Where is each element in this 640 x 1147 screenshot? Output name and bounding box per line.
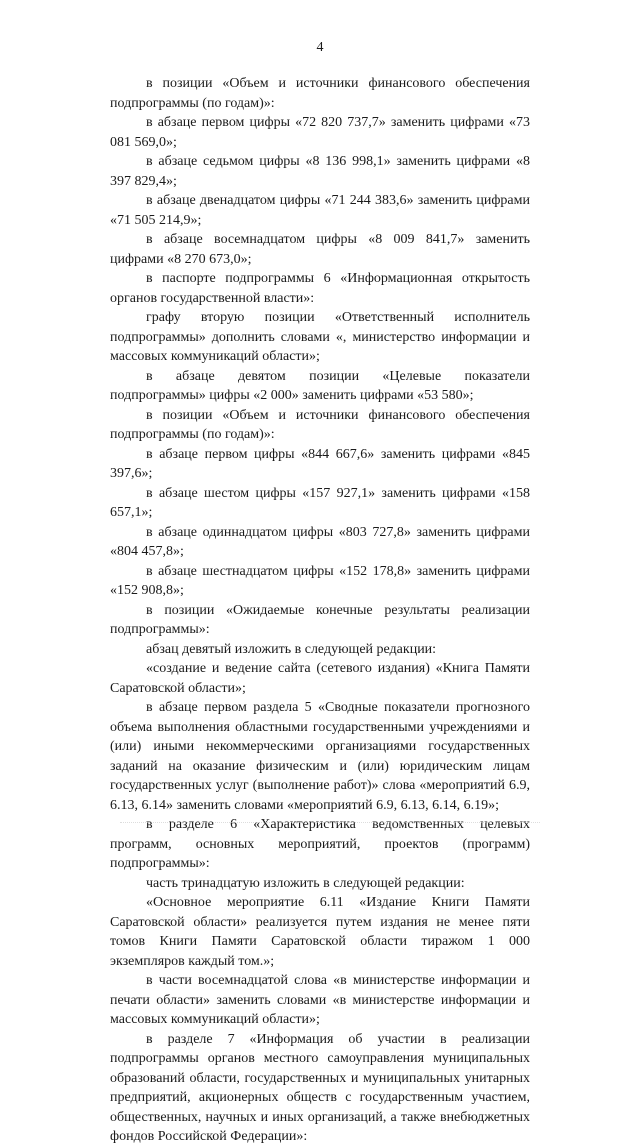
paragraph: в абзаце шестнадцатом цифры «152 178,8» заменить цифрами «152 908,8»; bbox=[110, 563, 530, 598]
scan-artifact bbox=[120, 822, 540, 825]
paragraph: в абзаце восемнадцатом цифры «8 009 841,7» заменить цифрами «8 270 673,0»; bbox=[110, 232, 530, 267]
paragraph: в абзаце первом цифры «844 667,6» заменить цифрами «845 397,6»; bbox=[110, 446, 530, 481]
paragraph: в абзаце первом раздела 5 «Сводные показатели прогнозного объема выполнения областными государственными учреждениями и (или) иными некоммерческими организациями государственных заданий на оказание физическим и (или) юридическим лицам государственных услуг (выполнение работ)» слова «мероприятий 6.9, 6.13, 6.14» заменить словами «мероприятий 6.9, 6.13, 6.14, 6.19»; bbox=[110, 700, 530, 813]
paragraph: в позиции «Ожидаемые конечные результаты реализации подпрограммы»: bbox=[110, 602, 530, 637]
paragraph: в позиции «Объем и источники финансового обеспечения подпрограммы (по годам)»: bbox=[110, 76, 530, 111]
paragraph: в абзаце одиннадцатом цифры «803 727,8» заменить цифрами «804 457,8»; bbox=[110, 524, 530, 559]
paragraph: в разделе 7 «Информация об участии в реализации подпрограммы органов местного самоуправления муниципальных образований области, государственных и муниципальных унитарных предприятий, акционерных обществ с государственным участием, общественных, научных и иных организаций, а также внебюджетных фондов Российской Федерации»: bbox=[110, 1031, 530, 1144]
paragraph: в паспорте подпрограммы 6 «Информационная открытость органов государственной власти»: bbox=[110, 271, 530, 306]
paragraph: в разделе 6 «Характеристика ведомственных целевых программ, основных мероприятий, проектов (программ) подпрограммы»: bbox=[110, 817, 530, 871]
paragraph: абзац девятый изложить в следующей редакции: bbox=[146, 641, 437, 657]
paragraph: «Основное мероприятие 6.11 «Издание Книги Памяти Саратовской области» реализуется путем издания не менее пяти томов Книги Памяти Саратовской области тиражом 1 000 экземпляров каждый том.»; bbox=[110, 895, 530, 969]
paragraph: графу вторую позиции «Ответственный исполнитель подпрограммы» дополнить словами «, министерство информации и массовых коммуникаций области»; bbox=[110, 310, 530, 364]
paragraph: в абзаце первом цифры «72 820 737,7» заменить цифрами «73 081 569,0»; bbox=[110, 115, 530, 150]
paragraph: в позиции «Объем и источники финансового обеспечения подпрограммы (по годам)»: bbox=[110, 407, 530, 442]
paragraph: часть тринадцатую изложить в следующей редакции: bbox=[146, 875, 465, 891]
paragraph: в части восемнадцатой слова «в министерстве информации и печати области» заменить словами «в министерстве информации и массовых коммуникаций области»; bbox=[110, 973, 530, 1027]
paragraph: в абзаце седьмом цифры «8 136 998,1» заменить цифрами «8 397 829,4»; bbox=[110, 154, 530, 189]
document-body bbox=[110, 74, 530, 1147]
paragraph: «создание и ведение сайта (сетевого издания) «Книга Памяти Саратовской области»; bbox=[110, 661, 530, 696]
page-number: 4 bbox=[316, 40, 324, 55]
paragraph: в абзаце двенадцатом цифры «71 244 383,6» заменить цифрами «71 505 214,9»; bbox=[110, 193, 530, 228]
paragraph: в абзаце девятом позиции «Целевые показатели подпрограммы» цифры «2 000» заменить цифрами «53 580»; bbox=[110, 368, 530, 403]
paragraph: в абзаце шестом цифры «157 927,1» заменить цифрами «158 657,1»; bbox=[110, 485, 530, 520]
